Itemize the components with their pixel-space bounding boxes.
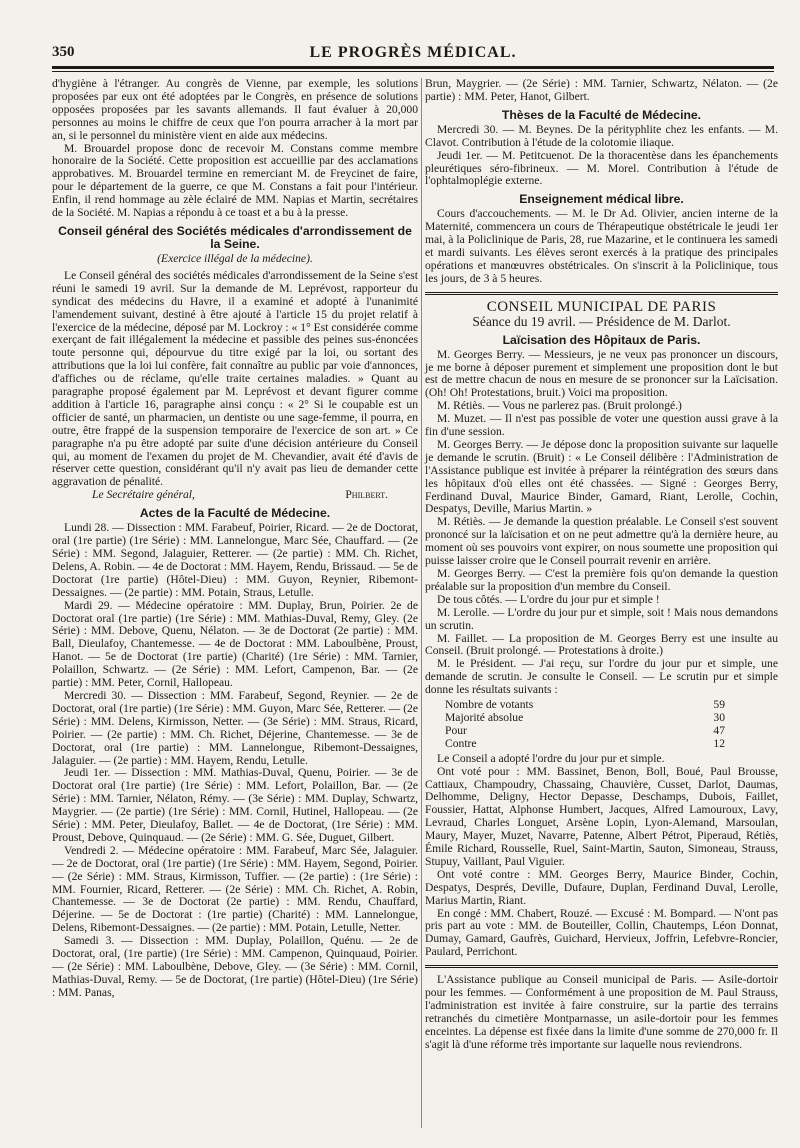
paragraph: M. Georges Berry. — C'est la première fois qu'on demande la question préalable sur la proposition d'un membre du Conseil. — [425, 567, 778, 593]
paragraph: M. Muzet. — Il n'est pas possible de voter une question aussi grave à la fin d'une session. — [425, 412, 778, 439]
page-header — [52, 44, 774, 68]
paragraph: M. Brouardel propose donc de recevoir M. Constans comme membre honoraire de la Société. Cette proposition est accueillie par des acclamations approbatives. M. Brouardel termine en remerciant M. de Freycinet de faire, pour le département de la guerre, ce que M. Constans a fait pour l'intérieur. Enfin, il rend hommage au zèle éclairé de MM. Napias et Martin, secrétaires de la Société. M. Napias a répondu à ce toast et a bu à la presse. — [52, 141, 418, 220]
header-rule-thin — [52, 71, 774, 72]
paragraph: Cours d'accouchements. — M. le Dr Ad. Olivier, ancien interne de la Maternité, commencera un cours de Thérapeutique obstétricale le jeudi 1er mai, à la Policlinique de Paris, 28, rue Mazarine, et le continuera les samedi et mardi suivants. Les élèves seront exercés à la pratique des principales opérations et manœuvres obstétricales. On s'inscrit à la Policlinique, tous les jours, de 3 à 5 heures. — [425, 207, 778, 285]
page-number: 350 — [52, 44, 75, 60]
paragraph: De tous côtés. — L'ordre du jour pur et simple ! — [437, 592, 660, 606]
paragraph: Le Conseil général des sociétés médicales d'arrondissement de la Seine s'est réuni le samedi 19 avril. Sur la demande de M. Leprévost, rapporteur du syndicat des médecins du Havre, il a examiné et adopté à l'unanimité l'amendement suivant, destiné à être ajouté à l'article 15 du projet relatif à l'exercice de la médecine, déposé par M. Lockroy : « 1° Est considérée comme exerçant de fait illégalement la médecine et passible des peines sus-énoncées toute personne qui, dépourvue du titre exigé par la loi, ou sortant des attributions que la loi lui confère, fait connaître au public par voie d'annonces, d'affiches ou de réclame, qu'elle traite certaines maladies. » Quant au paragraphe proposé également par M. Leprévost et devant figurer comme addition à l'article 16, paragraphe ainsi conçu : « 2° Si le coupable est un officier de santé, un pharmacien, un dentiste ou une sage-femme, il pourra, en outre, être frappé de la suspension temporaire de l'exercice de son art. » Ce paragraphe n'a pu être adopté par suite d'une décision antérieure du Conseil qui, au moment de l'examen du projet de M. Chevandier, avait été d'avis de réserver cette question, considérant qu'il n'y avait pas lieu de demander cette aggravation de pénalité. — [52, 268, 418, 489]
vote-row: Nombre de votants 59 — [445, 698, 725, 712]
schedule-entry: Jeudi 1er. — Dissection : MM. Mathias-Duval, Quenu, Poirier. — 3e de Doctorat oral (1re partie) (1re Série) : MM. Lefort, Polaillon, Bar. — (2e Série) : MM. Tarnier, Nélaton, Rémy. — (3e Série) : MM. Duplay, Schwartz, Maygrier. — (2e partie) (1re Série) : MM. Cornil, Hutinel, Hallopeau. — (2e Série) : MM. Peter, Dieulafoy, Ballet. — 4e de Doctorat, (1re Série) : MM. Proust, Debove, Quinquaud. — (2e Série) : MM. G. Sée, Duguet, Gilbert. — [52, 766, 418, 844]
schedule-entry: Vendredi 2. — Médecine opératoire : MM. Farabeuf, Marc Sée, Jalaguier. — 2e de Doctorat, oral (1re partie) (1re Série) : MM. Hayem, Segond, Poirier. — (2e Série) : MM. Straus, Kirmisson, Tuffier. — (2e partie) : (1re Série) : MM. Fournier, Ricard, Retterer. — (2e Série) : MM. Ch. Richet, A. Robin, Chantemesse. — 3e de Doctorat (2e partie) : MM. Rendu, Chauffard, Déjerine. — 5e de Doctorat : (1re partie) (Charité) : MM. Lannelongue, Delens, Ribemont-Dessaignes. — (2e partie) : MM. Potain, Letulle, Netter. — [52, 843, 418, 935]
paragraph: L'Assistance publique au Conseil municipal de Paris. — Asile-dortoir pour les femmes. — Conformément à une proposition de M. Paul Strauss, l'administration est invitée à faire construire, sur la partie des terrains retranchés du cimetière Montparnasse, un asile-dortoir pour les femmes enceintes. La dépense est fixée dans la limite d'une somme de 270,000 fr. Il s'agit là d'une réforme très importante sur laquelle nous reviendrons. — [425, 973, 778, 1051]
paragraph: M. Faillet. — La proposition de M. Georges Berry est une insulte au Conseil. (Bruit prolongé. — Protestations à droite.) — [425, 631, 778, 658]
section-title: CONSEIL MUNICIPAL DE PARIS — [486, 298, 717, 315]
paragraph: Ont voté pour : MM. Bassinet, Benon, Boll, Boué, Paul Brousse, Cattiaux, Champoudry, Chassaing, Chauvière, Cusset, Darlot, Daumas, Delhomme, Deligny, Hector Depasse, Deschamps, Dubois, Faillet, Foussier, Hattat, Alphonse Humbert, Jacques, Alfred Lamouroux, Lavy, Levraud, Charles Longuet, Arsène Lopin, Lyon-Alemand, Marsoulan, Maury, Mayer, Muzet, Navarre, Patenne, Albert Pétrot, Piperaud, Rétiès, Émile Richard, Rousselle, Ruel, Saint-Martin, Sauton, Simoneau, Strauss, Stupuy, Vaillant, Paul Viguier. — [425, 764, 778, 868]
section-separator — [425, 292, 778, 295]
section-heading: Actes de la Faculté de Médecine. — [139, 506, 331, 521]
paragraph: Ont voté contre : MM. Georges Berry, Maurice Binder, Cochin, Despatys, Després, Deville, Dufaure, Duplan, Ferdinand Duval, Lerolle, Marius Martin, Riant. — [425, 867, 778, 907]
vote-results — [445, 699, 725, 751]
paragraph: En congé : MM. Chabert, Rouzé. — Excusé : M. Bompard. — N'ont pas pris part au vote : MM. de Bouteiller, Collin, Chautemps, Léon Donnat, Dumay, Gamard, Gaufrès, Guichard, Hervieux, Joffrin, Lefebvre-Roncier, Paulard, Perrichont. — [425, 906, 778, 959]
signature-line — [52, 489, 418, 502]
paragraph: Le Conseil a adopté l'ordre du jour pur et simple. — [437, 751, 665, 765]
paragraph: d'hygiène à l'étranger. Au congrès de Vienne, par exemple, les solutions proposées par eux ont été adoptées par le Congrès, en présence de solutions opposées proposées par les savants allemands. Il faut évaluer à 20,000 personnes au moins le chiffre de ceux que l'on pourra arracher à la mort par an, si le personnel du ministère vient en aide aux médecins. — [52, 77, 418, 142]
column-divider — [421, 78, 422, 1128]
journal-title: LE PROGRÈS MÉDICAL. — [309, 44, 517, 61]
schedule-entry: Samedi 3. — Dissection : MM. Duplay, Polaillon, Quénu. — 2e de Doctorat, oral, (1re partie) (1re Série) : MM. Campenon, Quinquaud, Poirier. — (2e Série) : MM. Laboulbène, Debove, Gley. — (3e Série) : MM. Cornil, Mathias-Duval, Remy. — 5e de Doctorat, (1re partie) (Hôtel-Dieu) (1re Série) : MM. Panas, — [52, 934, 418, 999]
header-rule — [52, 66, 774, 69]
section-subheading: (Exercice illégal de la médecine). — [157, 251, 313, 265]
schedule-entry: Mardi 29. — Médecine opératoire : MM. Duplay, Brun, Poirier. 2e de Doctorat oral (1re partie) (1re Série) : MM. Mathias-Duval, Remy, Gley. (2e Série) : MM. Debove, Quenu, Nélaton. — 3e de Doctorat (2e partie) : MM. Ball, Dieulafoy, Chantemesse. — 4e de Doctorat : MM. Laboulbène, Proust, Hanot. — 5e de Doctorat (1re partie) (Charité) (1re Série) : MM. Tarnier, Polaillon, Schwartz. — (2e Série) : MM. Lefort, Campenon, Bar. — (2e partie) : MM. Peter, Cornil, Hallopeau. — [52, 598, 418, 690]
section-heading: Laïcisation des Hôpitaux de Paris. — [502, 332, 701, 347]
paragraph: M. Rétiès. — Je demande la question préalable. Le Conseil s'est souvent prononcé sur la laïcisation et on ne peut admettre qu'à la dernière heure, au moment où ses pouvoirs vont expirer, on nous soumette une proposition qui puisse laisser croire que le Conseil pourrait revenir en arrière. — [425, 515, 778, 568]
section-heading: Thèses de la Faculté de Médecine. — [501, 107, 702, 122]
vote-row: Pour 47 — [445, 723, 725, 737]
paragraph: M. Lerolle. — L'ordre du jour pur et simple, soit ! Mais nous demandons un scrutin. — [425, 605, 778, 632]
paragraph: Jeudi 1er. — M. Petitcuenot. De la thoracentèse dans les épanchements pleurétiques séro-fibrineux. — M. Morel. Contribution à l'étude de l'ophtalmoplégie externe. — [425, 148, 778, 188]
schedule-entry: Mercredi 30. — Dissection : MM. Farabeuf, Segond, Reynier. — 2e de Doctorat, oral (1re partie) (1re Série) : MM. Guyon, Marc Sée, Retterer. — (2e Série) : MM. Delens, Kirmisson, Netter. — (3e Série) : MM. Straus, Ricard, Poirier. — (2e partie) : MM. Ch. Richet, Déjerine, Chantemesse. — 3e de Doctorat, oral (1re partie) : MM. Lannelongue, Ribemont-Dessaignes, Jalaguier. — (2e partie) : MM. Hayem, Rendu, Letulle. — [52, 688, 418, 767]
paragraph: M. Georges Berry. — Je dépose donc la proposition suivante sur laquelle je demande le scrutin. (Bruit) : « Le Conseil délibère : l'Administration de l'Assistance publique est invitée à préparer la réintégration des sœurs dans les hôpitaux d'où elles ont été chassées. — Signé : Georges Berry, Ferdinand Duval, Maurice Binder, Gamard, Riant, Lerolle, Cochin, Despatys, Deville, Marius Martin. » — [425, 437, 778, 516]
paragraph: M. le Président. — J'ai reçu, sur l'ordre du jour pur et simple, une demande de scrutin. Je consulte le Conseil. — Le scrutin pur et simple donne les résultats suivants : — [425, 657, 778, 697]
section-heading: Conseil général des Sociétés médicales d'arrondissement de la Seine. — [58, 223, 412, 251]
signature-name: Philbert. — [345, 488, 388, 502]
paragraph: M. Rétiès. — Vous ne parlerez pas. (Bruit prolongé.) — [437, 399, 682, 413]
left-column — [52, 78, 418, 1000]
vote-row: Majorité absolue 30 — [445, 710, 725, 724]
paragraph: Brun, Maygrier. — (2e Série) : MM. Tarnier, Schwartz, Nélaton. — (2e partie) : MM. Peter, Hanot, Gilbert. — [425, 77, 778, 103]
paragraph: M. Georges Berry. — Messieurs, je ne veux pas prononcer un discours, je me borne à déposer purement et simplement une proposition dont le but est de mettre chacun de nous en mesure de se prononcer sur la Laïcisation. (Oh! Oh! Protestations, bruit.) Voici ma proposition. — [425, 347, 778, 400]
schedule-entry: Lundi 28. — Dissection : MM. Farabeuf, Poirier, Ricard. — 2e de Doctorat, oral (1re partie) (1re Série) : MM. Lannelongue, Marc Sée, Chauffard. — (2e Série) : MM. Segond, Jalaguier, Retterer. — (2e partie) : MM. Ch. Richet, Delens, A. Robin. — 4e de Doctorat : MM. Hayem, Rendu, Brissaud. — 5e de Doctorat (1re partie) (Hôtel-Dieu) : MM. Guyon, Reynier, Ribemont-Dessaignes. — (2e partie) : MM. Potain, Straus, Letulle. — [52, 521, 418, 599]
section-heading: Enseignement médical libre. — [519, 192, 684, 207]
paragraph: Mercredi 30. — M. Beynes. De la pérityphlite chez les enfants. — M. Clavot. Contribution à l'étude de la colotomie iliaque. — [425, 122, 778, 149]
right-column — [425, 78, 778, 1052]
signature-title: Le Secrétaire général, — [92, 488, 195, 502]
section-separator — [425, 965, 778, 968]
vote-row: Contre 12 — [445, 736, 725, 750]
session-line: Séance du 19 avril. — Présidence de M. Darlot. — [472, 313, 731, 329]
